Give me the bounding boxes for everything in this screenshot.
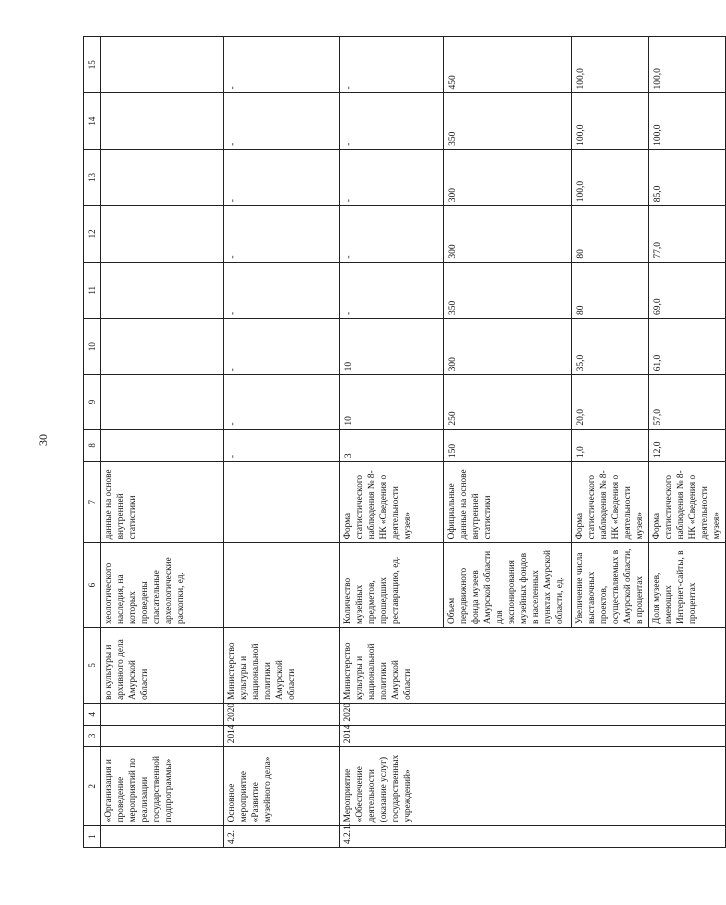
header-cell: 14: [84, 93, 101, 149]
event-name-cell: Мероприятие «Обеспечение деятельности (оказание услуг) государственных учреждений»: [340, 747, 726, 826]
value-cell: -: [340, 206, 444, 262]
table-row-continuation: [101, 37, 224, 848]
value-cell: 12,0: [649, 429, 726, 462]
executor-cell: Министерство культуры и национальной политики Амурской области: [224, 627, 340, 703]
row-number-cell: 4.2.: [224, 826, 340, 848]
value-cell: 10: [340, 318, 444, 374]
value-cell: 77,0: [649, 206, 726, 262]
value-cell: -: [340, 149, 444, 205]
value-cell: 250: [444, 375, 572, 429]
value-cell: -: [340, 37, 444, 93]
table-row-4-2: [224, 37, 340, 848]
header-cell: 10: [84, 318, 101, 374]
indicator-cell: хеологического наследия, на которых проведены спасательные археологические раскопки, ед.: [101, 543, 224, 628]
header-cell: 3: [84, 725, 101, 747]
value-cell: 300: [444, 318, 572, 374]
header-cell: 13: [84, 149, 101, 205]
indicator-cell: Увеличение числа выставочных проектов, осуществляемых в Амурской области, в процентах: [572, 543, 649, 628]
value-cell: 100,0: [572, 93, 649, 149]
start-year-cell: 2014: [224, 725, 340, 747]
value-cell: 450: [444, 37, 572, 93]
value-cell: -: [224, 93, 340, 149]
value-cell: 57,0: [649, 375, 726, 429]
table-row-4-2-1: [340, 37, 444, 848]
value-cell: 69,0: [649, 262, 726, 318]
header-row: [84, 37, 101, 848]
table-cell: [101, 149, 224, 205]
table-cell: [101, 703, 224, 725]
value-cell: -: [224, 206, 340, 262]
value-cell: 3: [340, 429, 444, 462]
table-cell: [101, 826, 224, 848]
value-cell: 1,0: [572, 429, 649, 462]
header-cell: 12: [84, 206, 101, 262]
end-year-cell: 2020: [340, 703, 726, 725]
table-cell: [101, 93, 224, 149]
value-cell: 10: [340, 375, 444, 429]
value-cell: 100,0: [572, 149, 649, 205]
source-cell: Официальные данные на основе внутренней статистики: [444, 462, 572, 543]
page-number: 30: [36, 434, 50, 446]
table-cell: [101, 725, 224, 747]
value-cell: -: [340, 262, 444, 318]
value-cell: 300: [444, 149, 572, 205]
executor-cell: во культуры и архивного дела Амурской области: [101, 627, 224, 703]
table-cell: [101, 318, 224, 374]
value-cell: 100,0: [649, 37, 726, 93]
value-cell: 20,0: [572, 375, 649, 429]
value-cell: 100,0: [649, 93, 726, 149]
start-year-cell: 2014: [340, 725, 726, 747]
source-cell: Форма статистического наблюдения № 8-НК «Сведения о деятельности музея»: [649, 462, 726, 543]
value-cell: 80: [572, 262, 649, 318]
row-number-cell: 4.2.1.: [340, 826, 726, 848]
value-cell: 100,0: [572, 37, 649, 93]
value-cell: 350: [444, 93, 572, 149]
header-cell: 2: [84, 747, 101, 826]
source-cell: данные на основе внутренней статистики: [101, 462, 224, 543]
table-cell: [101, 429, 224, 462]
event-name-cell: «Организация и проведение мероприятий по реализации государственной подпрограммы»: [101, 747, 224, 826]
value-cell: 61,0: [649, 318, 726, 374]
indicator-cell: Объем передвижного фонда музеев Амурской области для экспонирования музейных фондов в населенных пунктах Амурской области, ед.: [444, 543, 572, 628]
header-cell: 15: [84, 37, 101, 93]
value-cell: -: [224, 318, 340, 374]
indicator-cell: Количество музейных предметов, прошедших реставрацию, ед.: [340, 543, 444, 628]
value-cell: -: [224, 375, 340, 429]
table-cell: [101, 37, 224, 93]
value-cell: 35,0: [572, 318, 649, 374]
table-cell: [101, 262, 224, 318]
value-cell: 80: [572, 206, 649, 262]
table-cell: [101, 206, 224, 262]
header-cell: 6: [84, 543, 101, 628]
rotated-table-wrapper: [83, 36, 722, 848]
source-cell: [224, 462, 340, 543]
indicator-cell: [224, 543, 340, 628]
header-cell: 1: [84, 826, 101, 848]
value-cell: -: [224, 429, 340, 462]
value-cell: -: [224, 149, 340, 205]
value-cell: -: [340, 93, 444, 149]
indicator-cell: Доля музеев, имеющих Интернет-сайты, в процентах: [649, 543, 726, 628]
value-cell: 85,0: [649, 149, 726, 205]
program-table: [83, 36, 726, 848]
value-cell: -: [224, 262, 340, 318]
table-cell: [101, 375, 224, 429]
value-cell: 350: [444, 262, 572, 318]
end-year-cell: 2020: [224, 703, 340, 725]
value-cell: -: [224, 37, 340, 93]
header-cell: 5: [84, 627, 101, 703]
source-cell: Форма статистического наблюдения № 8-НК «Сведения о деятельности музея»: [340, 462, 444, 543]
header-cell: 11: [84, 262, 101, 318]
header-cell: 8: [84, 429, 101, 462]
header-cell: 9: [84, 375, 101, 429]
value-cell: 300: [444, 206, 572, 262]
value-cell: 150: [444, 429, 572, 462]
executor-cell: Министерство культуры и национальной политики Амурской области: [340, 627, 726, 703]
header-cell: 4: [84, 703, 101, 725]
header-cell: 7: [84, 462, 101, 543]
source-cell: Форма статистического наблюдения № 8-НК «Сведения о деятельности музея»: [572, 462, 649, 543]
event-name-cell: Основное мероприятие «Развитие музейного дела»: [224, 747, 340, 826]
